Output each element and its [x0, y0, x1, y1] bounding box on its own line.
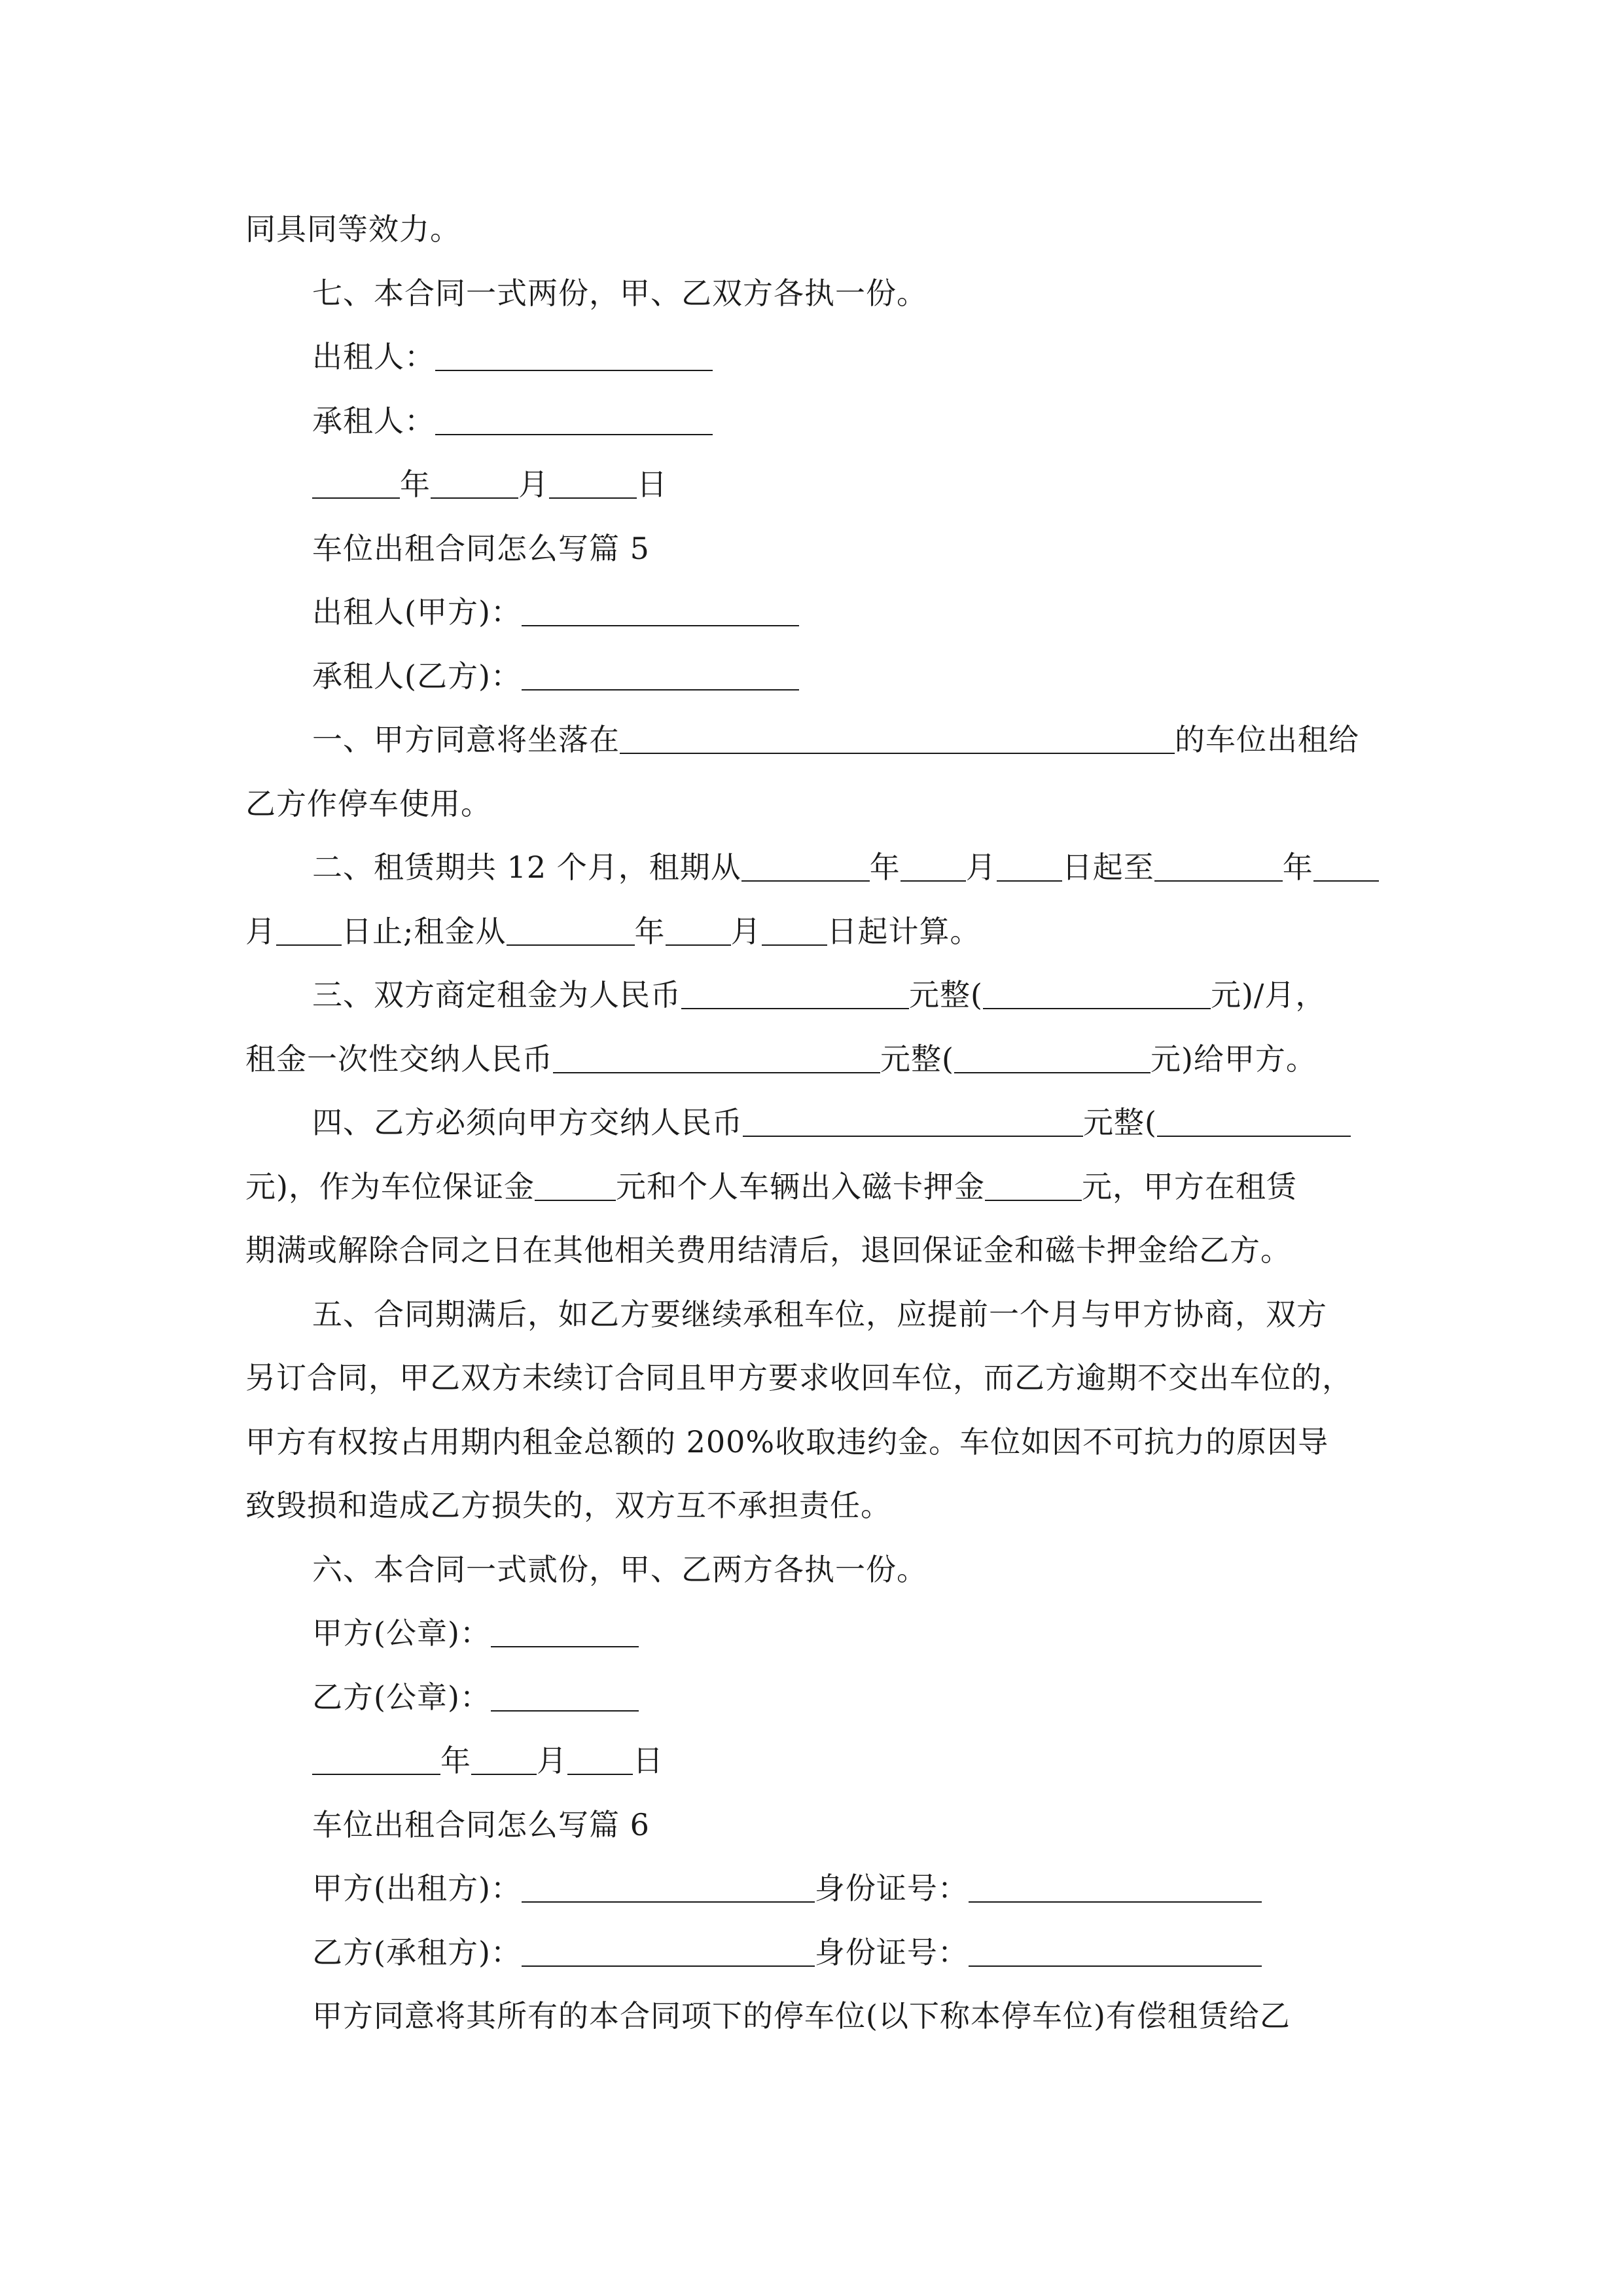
text-line: 同具同等效力。 [245, 211, 461, 247]
party-b-id-line: 乙方(承租方)： 身份证号： [312, 1933, 1262, 1972]
clause-7: 七、本合同一式两份，甲、乙双方各执一份。 [312, 276, 927, 311]
blank-field [743, 1107, 1083, 1137]
party-a-line: 出租人(甲方)： [312, 592, 799, 632]
blank-field [969, 1937, 1262, 1967]
clause-5: 五、合同期满后，如乙方要继续承租车位，应提前一个月与甲方协商，双方 [312, 1297, 1327, 1332]
blank-field [471, 1745, 537, 1775]
lessee-signature-line: 承租人： [312, 401, 713, 440]
blank-field [312, 1745, 440, 1775]
clause-1: 一、甲方同意将坐落在 的车位出租给 [312, 722, 1359, 757]
text-line: 另订合同，甲乙双方未续订合同且甲方要求收回车位，而乙方逾期不交出车位的， [245, 1360, 1353, 1395]
party-b-line: 承租人(乙方)： [312, 656, 799, 696]
text-line: 甲方有权按占用期内租金总额的 200%收取违约金。车位如因不可抗力的原因导 [245, 1424, 1329, 1460]
blank-field [491, 1617, 639, 1647]
blank-field [620, 724, 1175, 754]
blank-field [1157, 1107, 1351, 1137]
blank-field [522, 596, 799, 626]
blank-field [276, 916, 342, 946]
party-a-seal-line: 甲方(公章)： [312, 1613, 639, 1653]
blank-field [522, 1873, 815, 1903]
blank-field [535, 1171, 616, 1201]
text-line: 期满或解除合同之日在其他相关费用结清后，退回保证金和磁卡押金给乙方。 [245, 1232, 1291, 1268]
blank-field [969, 1873, 1262, 1903]
section-heading: 车位出租合同怎么写篇 5 [312, 531, 650, 566]
text-line: 致毁损和造成乙方损失的，双方互不承担责任。 [245, 1488, 891, 1523]
blank-field [762, 916, 827, 946]
blank-field [567, 1745, 633, 1775]
blank-field [435, 341, 713, 371]
blank-field [681, 979, 909, 1009]
text-line: 甲方同意将其所有的本合同项下的停车位(以下称本停车位)有偿租赁给乙 [312, 1998, 1291, 2034]
blank-field [431, 469, 518, 499]
party-a-id-line: 甲方(出租方)： 身份证号： [312, 1869, 1262, 1908]
blank-field [507, 916, 635, 946]
blank-field [522, 1937, 815, 1967]
lessor-signature-line: 出租人： [312, 337, 713, 376]
date-line: 年 月 日 [312, 1741, 664, 1780]
blank-field [522, 660, 799, 691]
text-line: 月 日止;租金从 年 月 日起计算。 [245, 914, 981, 949]
text-line: 租金一次性交纳人民币 元整( 元)给甲方。 [245, 1041, 1317, 1077]
blank-field [997, 852, 1062, 882]
party-b-seal-line: 乙方(公章)： [312, 1677, 639, 1717]
blank-field [901, 852, 966, 882]
blank-field [985, 1171, 1082, 1201]
section-heading: 车位出租合同怎么写篇 6 [312, 1807, 650, 1842]
clause-6: 六、本合同一式贰份，甲、乙两方各执一份。 [312, 1552, 927, 1587]
blank-field [491, 1681, 639, 1712]
blank-field [666, 916, 731, 946]
blank-field [435, 405, 713, 435]
clause-2: 二、租赁期共 12 个月，租期从 年 月 日起至 年 [312, 848, 1379, 887]
blank-field [1154, 852, 1283, 882]
blank-field [954, 1043, 1150, 1073]
blank-field [983, 979, 1211, 1009]
blank-field [553, 1043, 880, 1073]
text-line: 元)，作为车位保证金 元和个人车辆出入磁卡押金 元，甲方在租赁 [245, 1169, 1297, 1204]
blank-field [312, 469, 400, 499]
blank-field [549, 469, 637, 499]
date-line: 年 月 日 [312, 465, 668, 504]
clause-3: 三、双方商定租金为人民币 元整( 元)/月， [312, 977, 1327, 1013]
clause-4: 四、乙方必须向甲方交纳人民币 元整( [312, 1103, 1351, 1142]
blank-field [1313, 852, 1379, 882]
blank-field [741, 852, 870, 882]
text-line: 乙方作停车使用。 [245, 786, 491, 821]
